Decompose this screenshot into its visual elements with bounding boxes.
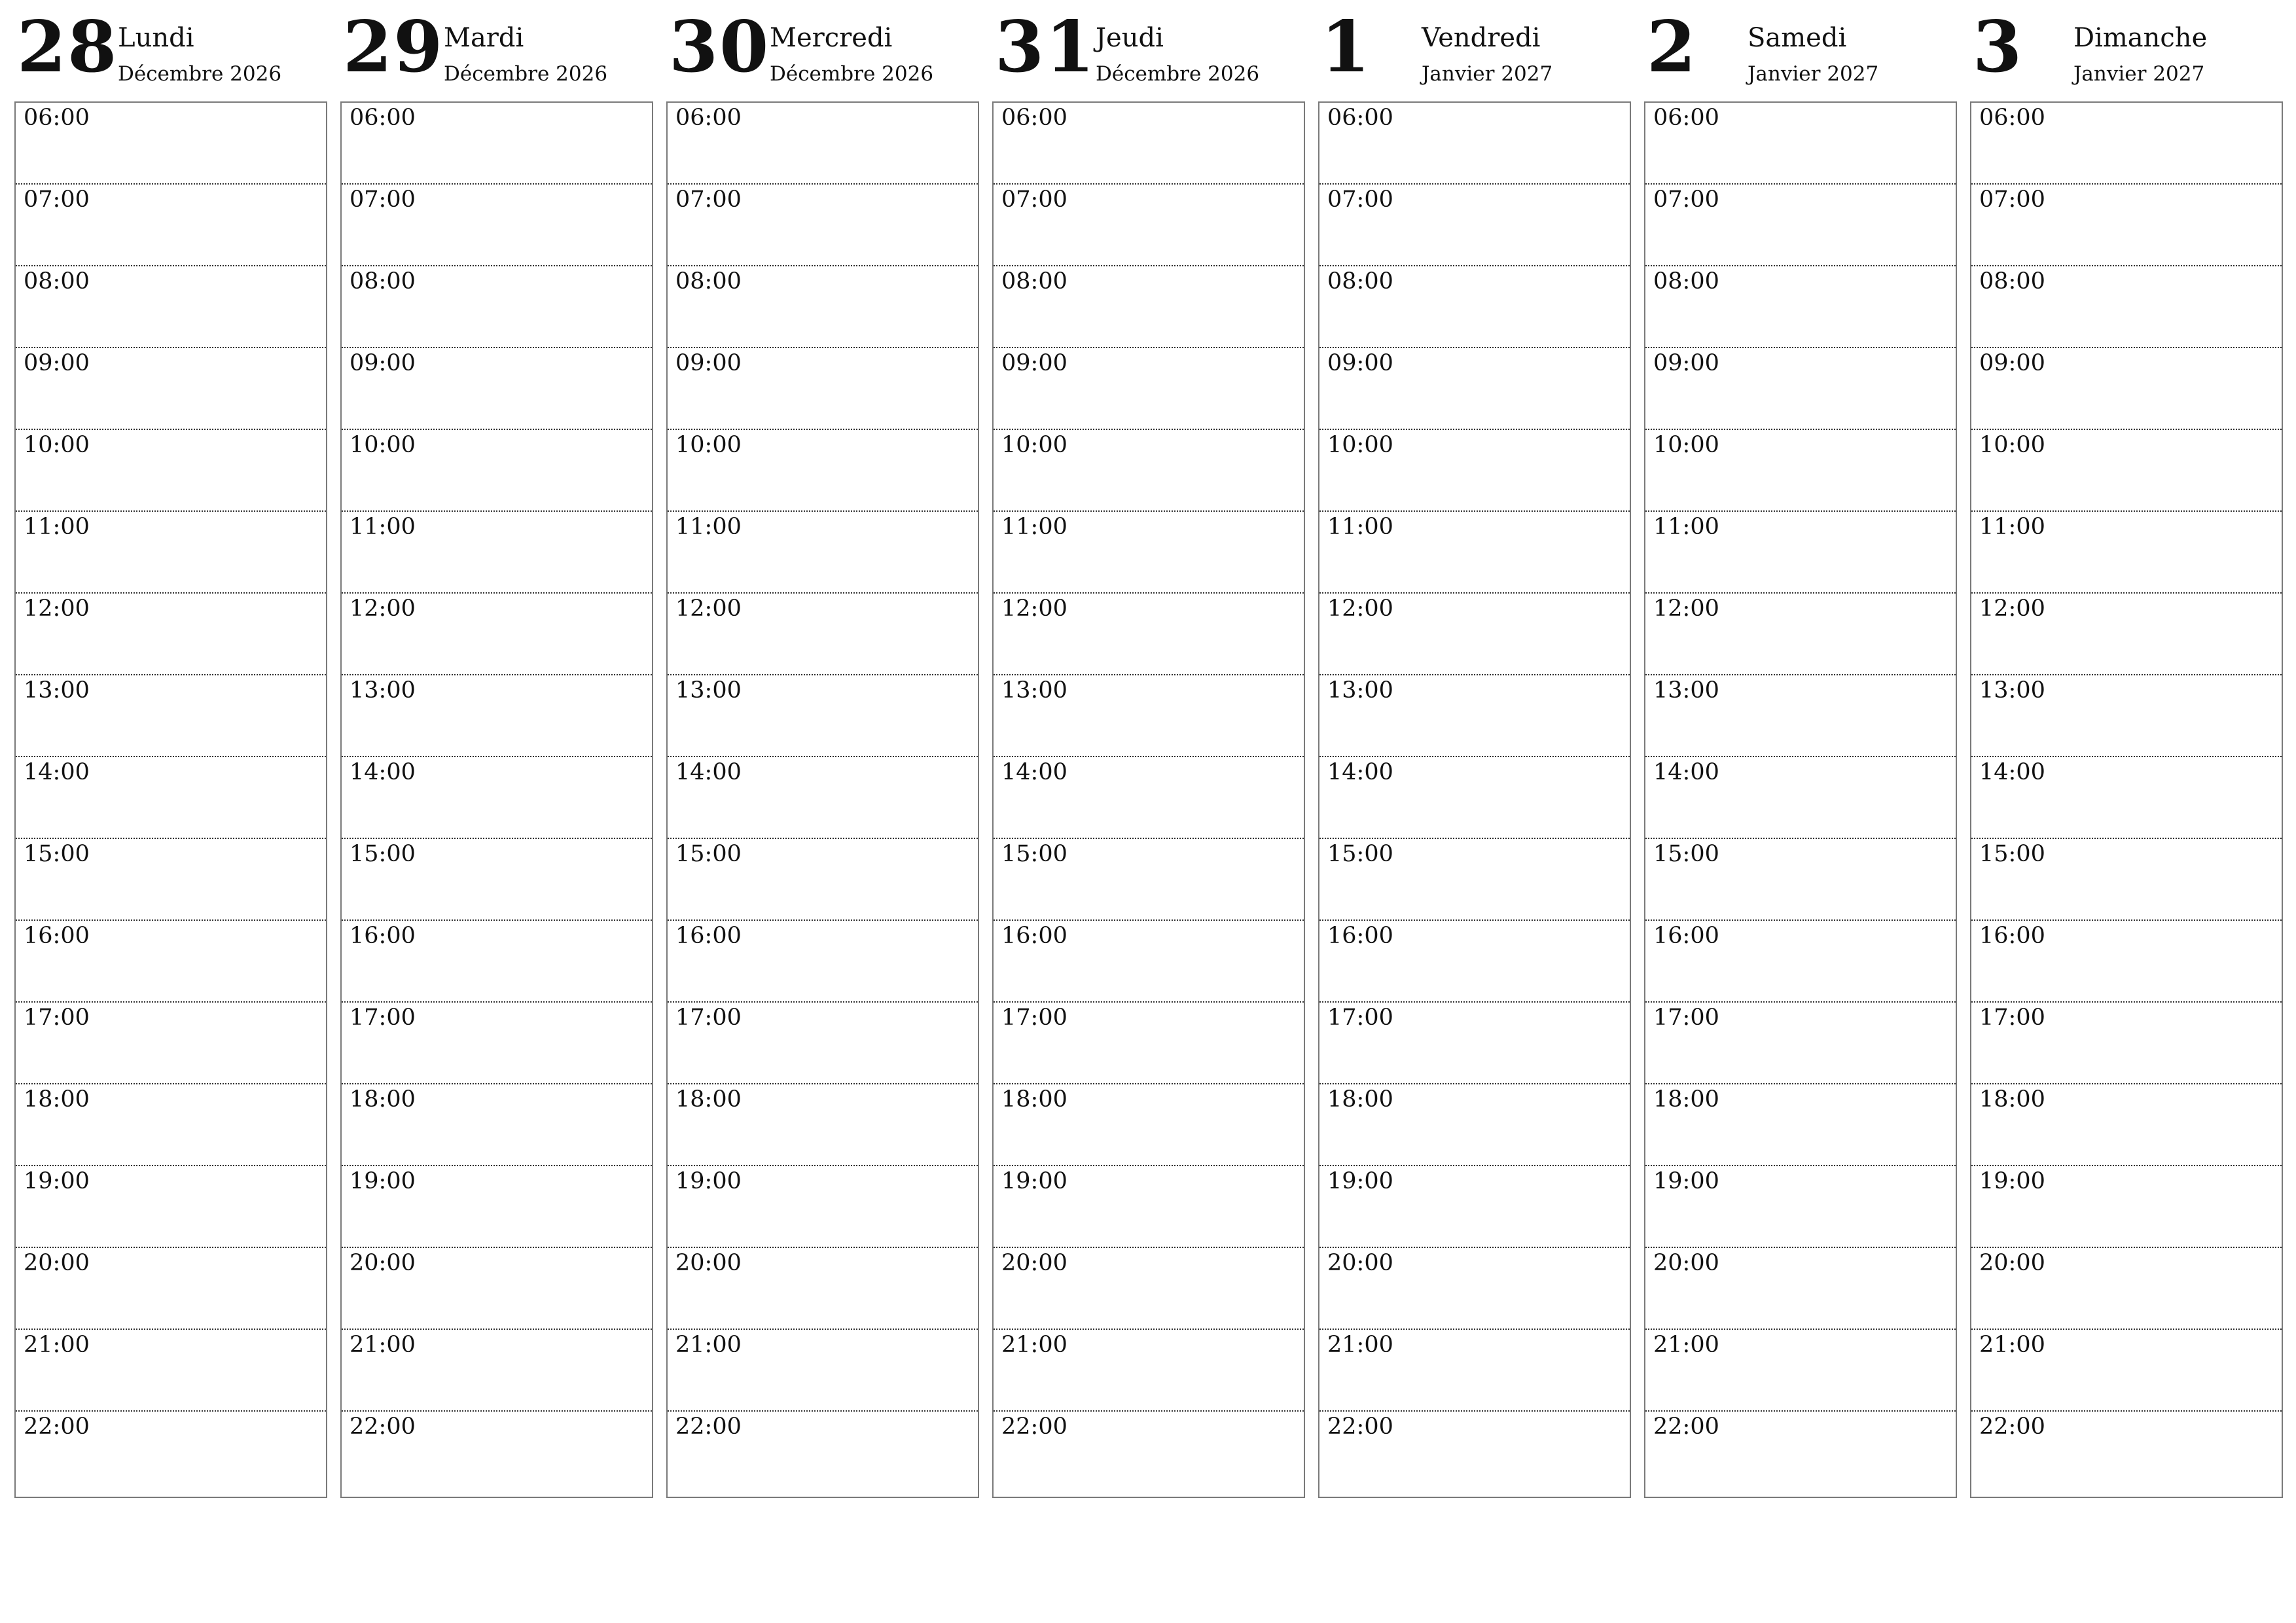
hour-slot[interactable]: [1645, 839, 1956, 921]
hour-label: 12:00: [350, 596, 416, 622]
hour-slot[interactable]: [668, 1412, 978, 1492]
hour-label: 16:00: [1327, 923, 1393, 949]
hour-label: 16:00: [675, 923, 742, 949]
hour-slot[interactable]: [16, 839, 326, 921]
hour-label: 06:00: [1001, 105, 1067, 131]
day-column: [1318, 0, 1631, 1505]
hour-label: 15:00: [1327, 841, 1393, 867]
hour-label: 20:00: [350, 1250, 416, 1276]
hour-slot[interactable]: [668, 839, 978, 921]
hour-slot[interactable]: [1645, 1248, 1956, 1330]
hour-label: 10:00: [1001, 432, 1067, 458]
hour-label: 20:00: [675, 1250, 742, 1276]
day-column: [340, 0, 653, 1505]
hour-slot[interactable]: [1971, 1003, 2282, 1084]
hour-label: 16:00: [1979, 923, 2045, 949]
hour-slot[interactable]: [1645, 594, 1956, 675]
hour-slot[interactable]: [1645, 675, 1956, 757]
hour-slot[interactable]: [342, 266, 652, 348]
day-name: Mardi: [444, 23, 524, 53]
hour-slot[interactable]: [342, 839, 652, 921]
hour-grid: [1970, 101, 2283, 1498]
hour-label: 09:00: [24, 350, 90, 376]
hour-label: 08:00: [1653, 268, 1719, 294]
day-month-year: Décembre 2026: [770, 62, 934, 86]
hour-label: 10:00: [1979, 432, 2045, 458]
hour-label: 15:00: [1979, 841, 2045, 867]
hour-slot[interactable]: [342, 757, 652, 839]
hour-slot[interactable]: [342, 1330, 652, 1412]
hour-slot[interactable]: [1971, 266, 2282, 348]
hour-slot[interactable]: [668, 512, 978, 594]
hour-slot[interactable]: [1971, 512, 2282, 594]
hour-label: 10:00: [1327, 432, 1393, 458]
hour-label: 07:00: [1979, 187, 2045, 213]
hour-slot[interactable]: [1319, 1084, 1630, 1166]
hour-slot[interactable]: [994, 1412, 1304, 1492]
hour-label: 11:00: [1327, 514, 1393, 540]
hour-slot[interactable]: [1319, 430, 1630, 512]
hour-label: 06:00: [1327, 105, 1393, 131]
hour-slot[interactable]: [1645, 1330, 1956, 1412]
day-column: [992, 0, 1305, 1505]
hour-slot[interactable]: [342, 1248, 652, 1330]
hour-label: 14:00: [1979, 759, 2045, 785]
hour-label: 19:00: [1979, 1168, 2045, 1194]
hour-label: 07:00: [675, 187, 742, 213]
hour-slot[interactable]: [994, 348, 1304, 430]
hour-slot[interactable]: [668, 921, 978, 1003]
hour-slot[interactable]: [1971, 1330, 2282, 1412]
hour-slot[interactable]: [668, 348, 978, 430]
hour-label: 14:00: [350, 759, 416, 785]
hour-slot[interactable]: [1645, 103, 1956, 185]
hour-slot[interactable]: [994, 839, 1304, 921]
hour-slot[interactable]: [668, 1330, 978, 1412]
hour-slot[interactable]: [16, 185, 326, 266]
hour-label: 20:00: [1327, 1250, 1393, 1276]
hour-label: 18:00: [675, 1086, 742, 1113]
hour-slot[interactable]: [668, 430, 978, 512]
hour-slot[interactable]: [342, 185, 652, 266]
hour-slot[interactable]: [1319, 921, 1630, 1003]
hour-label: 22:00: [350, 1414, 416, 1440]
day-number: 30: [669, 6, 770, 88]
hour-label: 06:00: [24, 105, 90, 131]
hour-label: 15:00: [24, 841, 90, 867]
day-header: [1318, 0, 1631, 101]
day-name: Dimanche: [2073, 23, 2208, 53]
hour-slot[interactable]: [342, 1003, 652, 1084]
hour-slot[interactable]: [16, 430, 326, 512]
day-name: Lundi: [118, 23, 194, 53]
hour-slot[interactable]: [1319, 675, 1630, 757]
hour-label: 16:00: [1653, 923, 1719, 949]
hour-label: 21:00: [350, 1332, 416, 1358]
hour-label: 06:00: [1979, 105, 2045, 131]
hour-label: 22:00: [675, 1414, 742, 1440]
hour-label: 19:00: [1001, 1168, 1067, 1194]
hour-label: 17:00: [1327, 1005, 1393, 1031]
hour-label: 11:00: [24, 514, 90, 540]
hour-slot[interactable]: [668, 1166, 978, 1248]
hour-label: 09:00: [1979, 350, 2045, 376]
hour-label: 19:00: [350, 1168, 416, 1194]
hour-label: 12:00: [1001, 596, 1067, 622]
hour-slot[interactable]: [342, 594, 652, 675]
hour-label: 08:00: [1001, 268, 1067, 294]
day-header: [14, 0, 327, 101]
hour-slot[interactable]: [342, 1084, 652, 1166]
hour-slot[interactable]: [668, 1003, 978, 1084]
hour-label: 15:00: [1653, 841, 1719, 867]
hour-label: 19:00: [1327, 1168, 1393, 1194]
hour-label: 12:00: [1653, 596, 1719, 622]
hour-label: 08:00: [1327, 268, 1393, 294]
hour-grid: [1644, 101, 1957, 1498]
hour-label: 18:00: [1001, 1086, 1067, 1113]
hour-label: 13:00: [1327, 677, 1393, 704]
hour-label: 18:00: [350, 1086, 416, 1113]
day-column: [14, 0, 327, 1505]
hour-slot[interactable]: [1971, 1412, 2282, 1492]
hour-slot[interactable]: [1971, 675, 2282, 757]
hour-label: 22:00: [1327, 1414, 1393, 1440]
day-number: 28: [17, 6, 118, 88]
hour-slot[interactable]: [1319, 594, 1630, 675]
hour-slot[interactable]: [668, 594, 978, 675]
hour-slot[interactable]: [1971, 1166, 2282, 1248]
hour-slot[interactable]: [16, 103, 326, 185]
hour-label: 11:00: [1001, 514, 1067, 540]
hour-label: 07:00: [1653, 187, 1719, 213]
hour-slot[interactable]: [1319, 103, 1630, 185]
hour-slot[interactable]: [994, 1166, 1304, 1248]
hour-slot[interactable]: [16, 1084, 326, 1166]
hour-slot[interactable]: [16, 1166, 326, 1248]
hour-label: 09:00: [675, 350, 742, 376]
day-number: 3: [1973, 6, 2024, 88]
hour-slot[interactable]: [668, 757, 978, 839]
day-month-year: Janvier 2027: [2073, 62, 2205, 86]
hour-label: 14:00: [675, 759, 742, 785]
hour-slot[interactable]: [1319, 1412, 1630, 1492]
hour-slot[interactable]: [994, 594, 1304, 675]
hour-slot[interactable]: [668, 185, 978, 266]
hour-label: 06:00: [675, 105, 742, 131]
day-month-year: Janvier 2027: [1422, 62, 1553, 86]
hour-slot[interactable]: [342, 512, 652, 594]
hour-slot[interactable]: [342, 675, 652, 757]
hour-slot[interactable]: [1645, 757, 1956, 839]
hour-label: 11:00: [1979, 514, 2045, 540]
hour-label: 19:00: [1653, 1168, 1719, 1194]
hour-slot[interactable]: [1971, 348, 2282, 430]
hour-label: 13:00: [1653, 677, 1719, 704]
day-month-year: Décembre 2026: [118, 62, 282, 86]
hour-slot[interactable]: [1319, 757, 1630, 839]
day-column: [666, 0, 979, 1505]
hour-label: 07:00: [1001, 187, 1067, 213]
hour-label: 13:00: [1001, 677, 1067, 704]
hour-slot[interactable]: [342, 430, 652, 512]
hour-label: 10:00: [24, 432, 90, 458]
day-header: [1644, 0, 1957, 101]
day-column: [1644, 0, 1957, 1505]
hour-slot[interactable]: [1645, 921, 1956, 1003]
hour-slot[interactable]: [994, 1248, 1304, 1330]
hour-label: 20:00: [1979, 1250, 2045, 1276]
hour-slot[interactable]: [342, 1166, 652, 1248]
hour-slot[interactable]: [1645, 1084, 1956, 1166]
hour-label: 08:00: [675, 268, 742, 294]
hour-label: 22:00: [1001, 1414, 1067, 1440]
hour-label: 08:00: [350, 268, 416, 294]
hour-slot[interactable]: [1971, 430, 2282, 512]
hour-slot[interactable]: [1319, 348, 1630, 430]
hour-slot[interactable]: [994, 675, 1304, 757]
hour-slot[interactable]: [1971, 839, 2282, 921]
hour-label: 13:00: [675, 677, 742, 704]
hour-slot[interactable]: [994, 921, 1304, 1003]
hour-slot[interactable]: [1645, 266, 1956, 348]
hour-slot[interactable]: [994, 512, 1304, 594]
hour-slot[interactable]: [16, 675, 326, 757]
hour-label: 09:00: [350, 350, 416, 376]
hour-slot[interactable]: [1319, 185, 1630, 266]
hour-slot[interactable]: [16, 512, 326, 594]
hour-slot[interactable]: [16, 1003, 326, 1084]
hour-label: 12:00: [675, 596, 742, 622]
hour-slot[interactable]: [1645, 185, 1956, 266]
hour-slot[interactable]: [668, 103, 978, 185]
hour-slot[interactable]: [994, 1003, 1304, 1084]
hour-label: 21:00: [1979, 1332, 2045, 1358]
hour-grid: [340, 101, 653, 1498]
hour-label: 18:00: [24, 1086, 90, 1113]
hour-label: 14:00: [1327, 759, 1393, 785]
hour-label: 19:00: [24, 1168, 90, 1194]
hour-slot[interactable]: [1645, 1003, 1956, 1084]
hour-slot[interactable]: [994, 1084, 1304, 1166]
hour-label: 09:00: [1327, 350, 1393, 376]
hour-label: 12:00: [24, 596, 90, 622]
hour-label: 07:00: [1327, 187, 1393, 213]
day-name: Vendredi: [1422, 23, 1541, 53]
hour-label: 16:00: [1001, 923, 1067, 949]
hour-label: 14:00: [24, 759, 90, 785]
hour-slot[interactable]: [1971, 1084, 2282, 1166]
hour-label: 16:00: [350, 923, 416, 949]
hour-label: 15:00: [675, 841, 742, 867]
hour-label: 20:00: [1001, 1250, 1067, 1276]
day-number: 31: [995, 6, 1096, 88]
hour-label: 22:00: [24, 1414, 90, 1440]
day-month-year: Décembre 2026: [1096, 62, 1260, 86]
hour-grid: [992, 101, 1305, 1498]
hour-slot[interactable]: [994, 103, 1304, 185]
hour-label: 21:00: [675, 1332, 742, 1358]
day-header: [666, 0, 979, 101]
day-number: 29: [343, 6, 444, 88]
hour-label: 14:00: [1001, 759, 1067, 785]
hour-label: 17:00: [1653, 1005, 1719, 1031]
hour-slot[interactable]: [1645, 1166, 1956, 1248]
hour-slot[interactable]: [1971, 757, 2282, 839]
hour-label: 17:00: [24, 1005, 90, 1031]
hour-slot[interactable]: [16, 594, 326, 675]
hour-slot[interactable]: [994, 757, 1304, 839]
hour-slot[interactable]: [16, 348, 326, 430]
hour-label: 13:00: [350, 677, 416, 704]
hour-grid: [14, 101, 327, 1498]
hour-slot[interactable]: [16, 1330, 326, 1412]
hour-label: 07:00: [24, 187, 90, 213]
hour-label: 21:00: [1001, 1332, 1067, 1358]
day-column: [1970, 0, 2283, 1505]
hour-slot[interactable]: [1319, 266, 1630, 348]
hour-label: 09:00: [1653, 350, 1719, 376]
hour-slot[interactable]: [16, 266, 326, 348]
hour-label: 22:00: [1979, 1414, 2045, 1440]
hour-slot[interactable]: [1319, 1166, 1630, 1248]
hour-label: 12:00: [1979, 596, 2045, 622]
hour-label: 17:00: [675, 1005, 742, 1031]
hour-grid: [1318, 101, 1631, 1498]
day-number: 2: [1647, 6, 1698, 88]
hour-label: 15:00: [1001, 841, 1067, 867]
hour-slot[interactable]: [342, 103, 652, 185]
hour-label: 08:00: [1979, 268, 2045, 294]
hour-slot[interactable]: [1645, 1412, 1956, 1492]
hour-label: 17:00: [1001, 1005, 1067, 1031]
day-name: Samedi: [1748, 23, 1847, 53]
hour-slot[interactable]: [1645, 512, 1956, 594]
hour-slot[interactable]: [1319, 1248, 1630, 1330]
hour-label: 15:00: [350, 841, 416, 867]
hour-label: 17:00: [1979, 1005, 2045, 1031]
hour-label: 19:00: [675, 1168, 742, 1194]
hour-slot[interactable]: [668, 1084, 978, 1166]
day-header: [992, 0, 1305, 101]
hour-slot[interactable]: [668, 266, 978, 348]
hour-grid: [666, 101, 979, 1498]
hour-label: 21:00: [1327, 1332, 1393, 1358]
hour-slot[interactable]: [16, 1248, 326, 1330]
hour-label: 11:00: [350, 514, 416, 540]
hour-slot[interactable]: [342, 1412, 652, 1492]
day-header: [340, 0, 653, 101]
hour-label: 06:00: [350, 105, 416, 131]
hour-slot[interactable]: [994, 430, 1304, 512]
hour-label: 09:00: [1001, 350, 1067, 376]
day-name: Jeudi: [1096, 23, 1164, 53]
hour-slot[interactable]: [342, 921, 652, 1003]
hour-label: 06:00: [1653, 105, 1719, 131]
hour-label: 12:00: [1327, 596, 1393, 622]
hour-slot[interactable]: [1319, 1003, 1630, 1084]
hour-label: 20:00: [24, 1250, 90, 1276]
hour-slot[interactable]: [1971, 1248, 2282, 1330]
hour-slot[interactable]: [1319, 512, 1630, 594]
hour-label: 13:00: [24, 677, 90, 704]
hour-label: 20:00: [1653, 1250, 1719, 1276]
hour-slot[interactable]: [1645, 348, 1956, 430]
hour-label: 10:00: [675, 432, 742, 458]
hour-slot[interactable]: [1971, 103, 2282, 185]
hour-label: 21:00: [24, 1332, 90, 1358]
hour-slot[interactable]: [16, 757, 326, 839]
hour-slot[interactable]: [1971, 921, 2282, 1003]
hour-label: 17:00: [350, 1005, 416, 1031]
hour-slot[interactable]: [994, 266, 1304, 348]
hour-slot[interactable]: [1971, 185, 2282, 266]
day-header: [1970, 0, 2283, 101]
hour-label: 08:00: [24, 268, 90, 294]
hour-label: 16:00: [24, 923, 90, 949]
hour-slot[interactable]: [1319, 839, 1630, 921]
hour-slot[interactable]: [994, 1330, 1304, 1412]
hour-label: 18:00: [1979, 1086, 2045, 1113]
hour-slot[interactable]: [668, 675, 978, 757]
hour-label: 07:00: [350, 187, 416, 213]
day-number: 1: [1321, 6, 1372, 88]
hour-label: 21:00: [1653, 1332, 1719, 1358]
hour-label: 13:00: [1979, 677, 2045, 704]
hour-slot[interactable]: [1645, 430, 1956, 512]
day-month-year: Décembre 2026: [444, 62, 608, 86]
hour-label: 14:00: [1653, 759, 1719, 785]
hour-slot[interactable]: [994, 185, 1304, 266]
hour-slot[interactable]: [1319, 1330, 1630, 1412]
day-name: Mercredi: [770, 23, 893, 53]
hour-label: 18:00: [1327, 1086, 1393, 1113]
hour-label: 22:00: [1653, 1414, 1719, 1440]
hour-label: 10:00: [1653, 432, 1719, 458]
hour-slot[interactable]: [1971, 594, 2282, 675]
day-month-year: Janvier 2027: [1748, 62, 1879, 86]
hour-label: 11:00: [675, 514, 742, 540]
hour-slot[interactable]: [342, 348, 652, 430]
hour-slot[interactable]: [16, 1412, 326, 1492]
hour-slot[interactable]: [16, 921, 326, 1003]
hour-label: 11:00: [1653, 514, 1719, 540]
hour-label: 18:00: [1653, 1086, 1719, 1113]
hour-label: 10:00: [350, 432, 416, 458]
hour-slot[interactable]: [668, 1248, 978, 1330]
